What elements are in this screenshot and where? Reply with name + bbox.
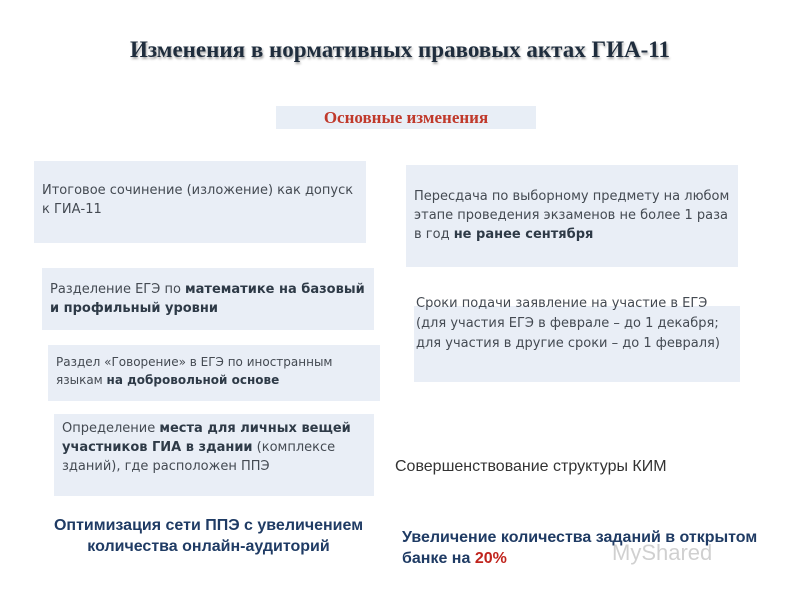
page-title: Изменения в нормативных правовых актах ГИА-11 (129, 37, 671, 62)
box-deadlines-line2: для участия в другие сроки – до 1 февраля) (416, 336, 720, 351)
section-subtitle: Основные изменения (276, 106, 536, 129)
watermark-logo: MyShared (612, 540, 713, 565)
box-speaking-bold: на добровольной основе (106, 373, 280, 387)
box-ppe-text2: (комплексе зданий), где расположен ППЭ (62, 440, 336, 474)
box-retake-bold: не ранее сентября (453, 227, 594, 242)
open-bank-tasks-text (402, 527, 772, 569)
box-ppe-text1: Определение (62, 421, 160, 436)
box-math-split-text: Разделение ЕГЭ по (50, 282, 186, 297)
box-ppe-belongings (54, 414, 374, 496)
box-speaking (48, 345, 380, 401)
box-final-essay (34, 161, 366, 243)
kim-structure-text: Совершенствование структуры КИМ (395, 458, 667, 475)
box-math-split-bold: математике на базовый и профильный уровни (50, 282, 365, 316)
open-bank-tasks-percent: 20% (474, 550, 507, 567)
open-bank-tasks-main: Увеличение количества заданий в открытом банке на (402, 529, 758, 567)
box-speaking-text: Раздел «Говорение» в ЕГЭ по иностранным языкам (56, 355, 333, 387)
box-retake-text: Пересдача по выборному предмету на любом этапе проведения экзаменов не более 1 раза в год (414, 189, 730, 242)
optimization-text: Оптимизация сети ППЭ с увеличением количества онлайн-аудиторий (53, 517, 364, 555)
box-retake (406, 165, 738, 267)
box-final-essay-text: Итоговое сочинение (изложение) как допуск к ГИА-11 (42, 183, 354, 217)
box-deadlines-line1: Сроки подачи заявление на участие в ЕГЭ (для участия ЕГЭ в феврале – до 1 декабря; (416, 296, 719, 331)
box-ppe-bold: места для личных вещей участников ГИА в здании (62, 421, 351, 455)
box-math-split (42, 268, 374, 330)
box-deadlines (416, 294, 738, 354)
